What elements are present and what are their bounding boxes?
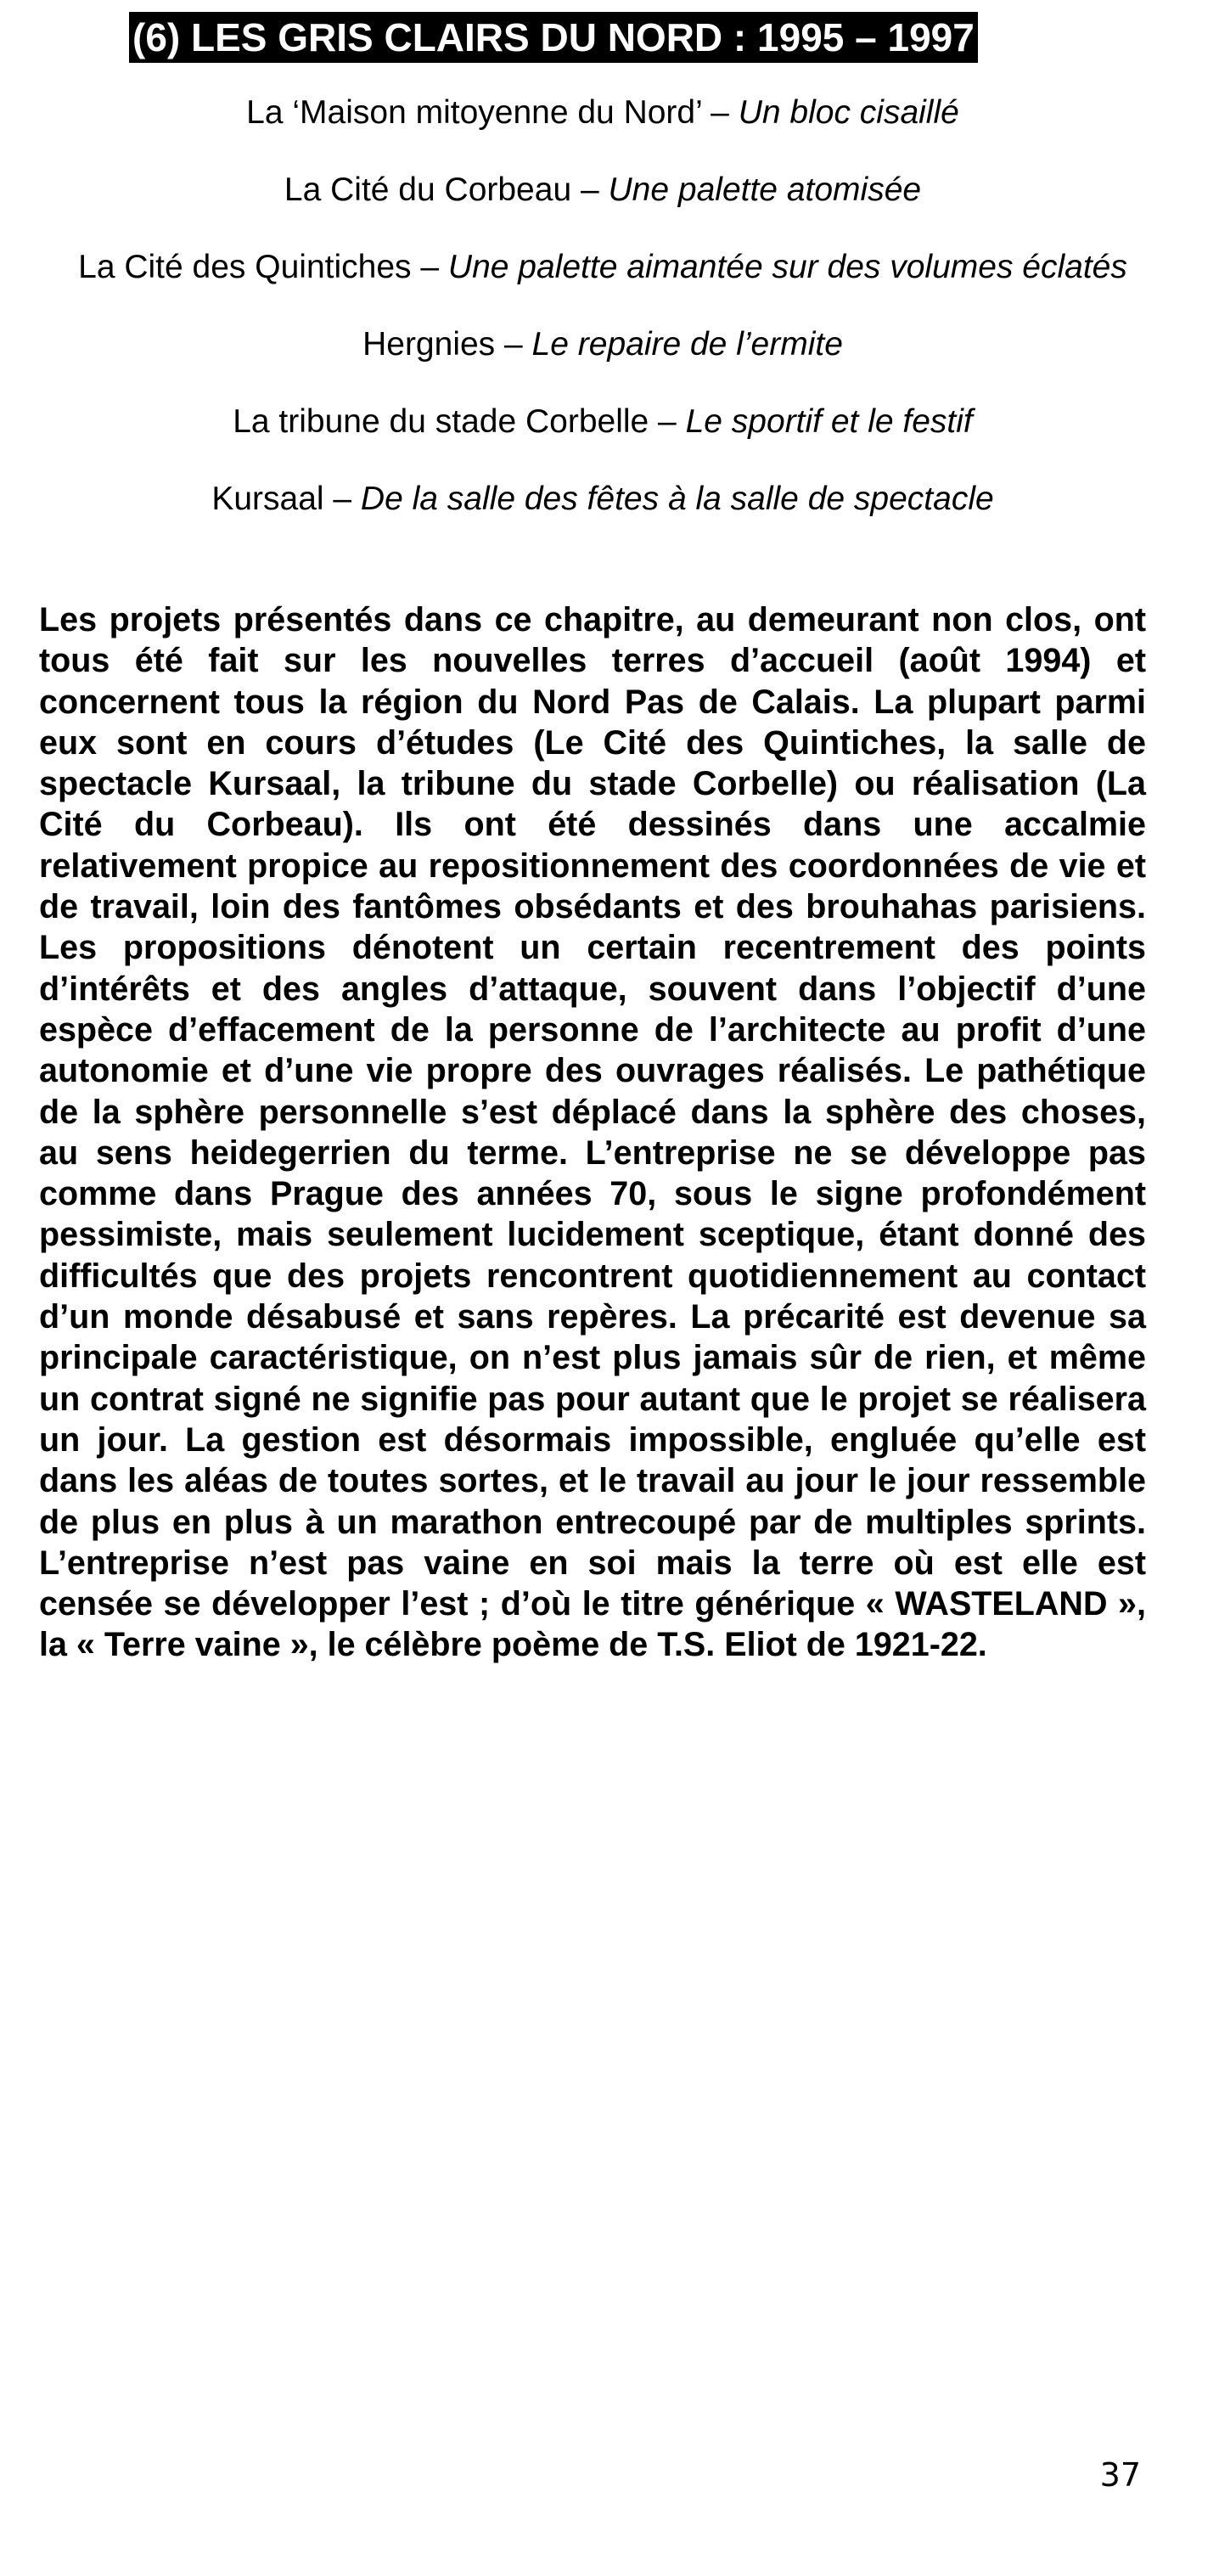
project-separator: – xyxy=(649,403,686,440)
page-title: (6) LES GRIS CLAIRS DU NORD : 1995 – 1997 xyxy=(129,12,978,63)
project-item xyxy=(51,169,1154,211)
project-subtitle: Une palette atomisée xyxy=(608,172,922,208)
project-name: La Cité des Quintiches xyxy=(78,249,412,285)
project-subtitle: Une palette aimantée sur des volumes éclatés xyxy=(447,249,1127,285)
project-subtitle: Un bloc cisaillé xyxy=(738,94,959,131)
project-name: La tribune du stade Corbelle xyxy=(233,403,649,440)
project-separator: – xyxy=(701,94,739,131)
project-name: La Cité du Corbeau xyxy=(284,172,572,208)
project-subtitle: Le sportif et le festif xyxy=(685,403,973,440)
project-separator: – xyxy=(323,481,361,517)
body-paragraph: Les projets présentés dans ce chapitre, au demeurant non clos, ont tous été fait sur les nouvelles terres d’accueil (août 1994) et concernent tous la région du Nord Pas de Calais. La plupart parmi eux sont en cours d’études (Le Cité des Quintiches, la salle de spectacle Kursaal, la tribune du stade Corbelle) ou réalisation (La Cité du Corbeau). Ils ont été dessinés dans une accalmie relativement propice au repositionnement des coordonnées de vie et de travail, loin des fantômes obsédants et des brouhahas parisiens. Les propositions dénotent un certain recentrement des points d’intérêts et des angles d’attaque, souvent dans l’objectif d’une espèce d’effacement de la personne de l’architecte au profit d’une autonomie et d’une vie propre des ouvrages réalisés. Le pathétique de la sphère personnelle s’est déplacé dans la sphère des choses, au sens heidegerrien du terme. L’entreprise ne se développe pas comme dans Prague des années 70, sous le signe profondément pessimiste, mais seulement lucidement sceptique, étant donné des difficultés que des projets rencontrent quotidiennement au contact d’un monde désabusé et sans repères. La précarité est devenue sa principale caractéristique, on n’est plus jamais sûr de rien, et même un contrat signé ne signifie pas pour autant que le projet se réalisera un jour. La gestion est désormais impossible, engluée qu’elle est dans les aléas de toutes sortes, et le travail au jour le jour ressemble de plus en plus à un marathon entrecoupé par de multiples sprints. L’entreprise n’est pas vaine en soi mais la terre où est elle est censée se développer l’est ; d’où le titre générique « WASTELAND », la « Terre vaine », le célèbre poème de T.S. Eliot de 1921-22. xyxy=(39,601,1146,1664)
project-item xyxy=(51,401,1154,443)
project-item xyxy=(51,323,1154,366)
project-separator: – xyxy=(495,326,532,363)
project-name: Hergnies xyxy=(362,326,496,363)
project-name: Kursaal xyxy=(211,481,324,517)
project-item xyxy=(51,246,1154,289)
project-subtitle: De la salle des fêtes à la salle de spectacle xyxy=(360,481,994,517)
project-list xyxy=(51,92,1154,555)
project-item xyxy=(51,92,1154,134)
project-name: La ‘Maison mitoyenne du Nord’ xyxy=(246,94,702,131)
project-item xyxy=(51,478,1154,520)
project-separator: – xyxy=(411,249,448,285)
page-number: 37 xyxy=(1099,2456,1141,2494)
project-separator: – xyxy=(571,172,609,208)
project-subtitle: Le repaire de l’ermite xyxy=(531,326,843,363)
